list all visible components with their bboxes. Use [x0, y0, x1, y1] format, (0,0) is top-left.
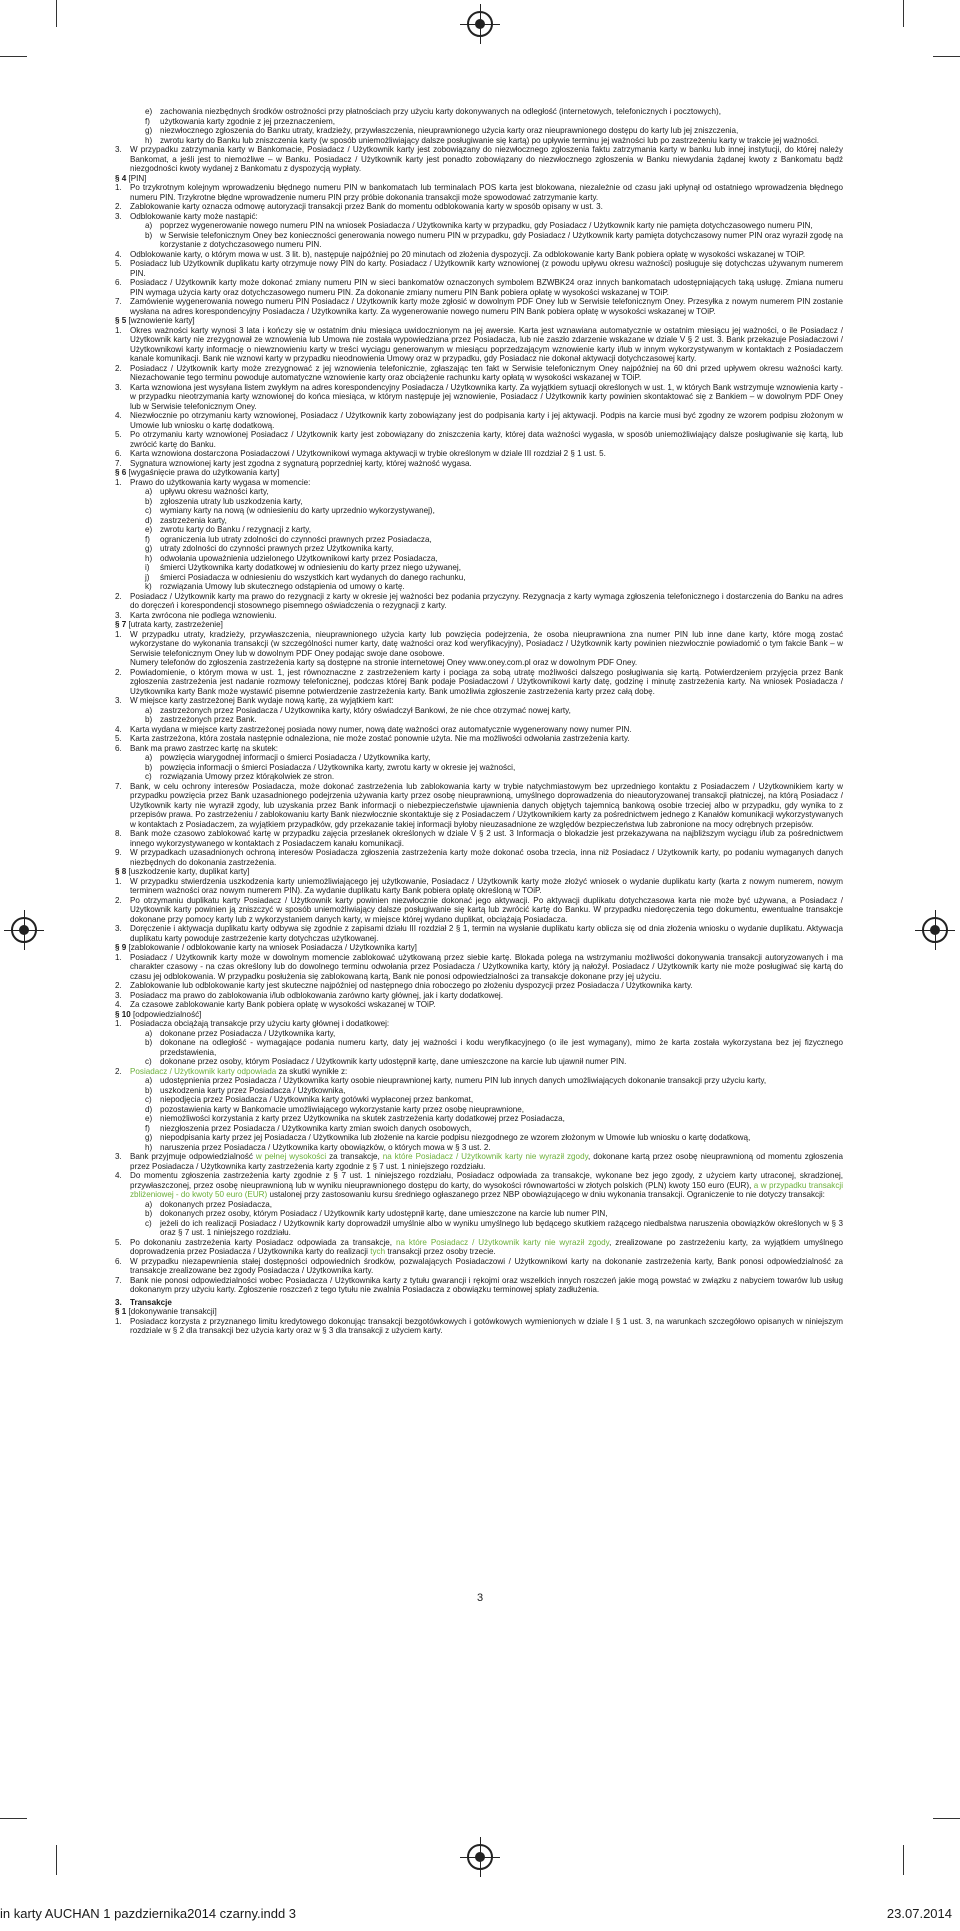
text-fragment: Bank przyjmuje odpowiedzialność	[130, 1152, 256, 1161]
paragraph-number: 3.	[115, 211, 122, 221]
list-item-text: dokonanych przez Posiadacza,	[160, 1199, 273, 1209]
trim-mark	[56, 1845, 57, 1875]
list-item-letter: a)	[145, 1028, 153, 1038]
indent-spacer	[115, 658, 130, 668]
list-item-letter: f)	[145, 534, 150, 544]
list-item	[115, 1057, 843, 1067]
list-item	[115, 221, 843, 231]
list-item	[115, 1086, 843, 1096]
paragraph-number: 7.	[115, 458, 122, 468]
registration-mark-icon	[11, 917, 37, 943]
registration-mark-icon	[467, 1844, 493, 1870]
trim-mark	[933, 1818, 960, 1819]
paragraph-text	[130, 1171, 843, 1200]
numbered-paragraph	[115, 449, 843, 459]
registration-mark-icon	[922, 917, 948, 943]
list-item-text: niezgłoszenia przez Posiadacza / Użytkownika karty zmian swoich danych osobowych,	[160, 1123, 472, 1133]
paragraph-number: 6.	[115, 1256, 122, 1266]
section-number: § 10	[115, 1009, 131, 1019]
section-number: § 8	[115, 867, 127, 876]
paragraph-text: Bank nie ponosi odpowiedzialności wobec Posiadacza / Użytkownika karty z tytułu gwarancji i rękojmi oraz wszelkich innych roszczeń jakie mogą powstać w związku z nabyciem towarów lub usług dokonanym przy użyciu karty. Zgłoszenie roszczeń z tego tytułu nie zwalnia Posiadacza z obowiązku terminowej spłaty zadłużenia.	[130, 1275, 843, 1294]
numbered-paragraph	[115, 981, 843, 991]
paragraph-text: Okres ważności karty wynosi 3 lata i kończy się w ostatnim dniu miesiąca uwidocznionym na jej awersie. Karta jest wznawiana automatycznie w ostatnim miesiącu jej ważności, o ile Posiadacz / Użytkownik karty nie zrezygnował ze wznowienia lub Umowa nie została wypowiedziana przez Posiadacza, lub nie zaszło zdarzenie wskazane w dziale V § 2 ust. 3. Bank przekazuje Posiadaczowi / Użytkownikowi karty informację o niewznowieniu karty w treści wyciągu generowanym w miesiącu poprzedzającym wznowienie karty i/lub w innym wykorzystywanym w kontaktach z Posiadaczem kanale komunikacji. Bank nie wznowi karty w przypadku nieodnowienia Umowy oraz w przypadku, gdy Posiadacz nie dokonał aktywacji dotychczasowej karty.	[130, 325, 843, 363]
list-item-text: zachowania niezbędnych środków ostrożności przy płatnościach przy użyciu karty dokonywanych na odległość (internetowych, telefonicznych i pocztowych),	[160, 107, 721, 116]
paragraph-number: 6.	[115, 278, 122, 287]
list-item	[115, 1105, 843, 1115]
list-item-text: naruszenia przez Posiadacza / Użytkownika karty obowiązków, o których mowa w § 3 ust. 2.	[160, 1142, 491, 1152]
numbered-paragraph	[115, 202, 843, 212]
numbered-paragraph	[115, 848, 843, 867]
list-item	[115, 1095, 843, 1105]
list-item-letter: c)	[145, 772, 152, 781]
paragraph-number: 1.	[115, 477, 122, 487]
list-item-text: śmierci Posiadacza w odniesieniu do wszystkich kart wydanych do danego rachunku,	[160, 572, 466, 582]
list-item	[115, 1029, 843, 1039]
list-item-letter: a)	[145, 1076, 153, 1085]
list-item-letter: b)	[145, 1085, 153, 1095]
paragraph-number: 2.	[115, 202, 122, 211]
registration-mark-icon	[467, 11, 493, 37]
list-item-letter: k)	[145, 582, 152, 591]
list-item-letter: c)	[145, 1095, 152, 1104]
paragraph-text: Doręczenie i aktywacja duplikatu karty odbywa się zgodnie z zapisami działu III rozdział 2 § 1, termin na wysłanie duplikatu karty oblicza się od dnia złożenia wniosku o wydanie duplikatu. Aktywacja duplikatu karty powoduje zastrzeżenie karty dotychczas użytkowanej.	[130, 924, 843, 943]
list-item-letter: b)	[145, 715, 153, 724]
paragraph-number: 5.	[115, 1237, 122, 1247]
numbered-paragraph	[115, 734, 843, 744]
section-title: [uszkodzenie karty, duplikat karty]	[128, 867, 250, 876]
section-title: [wygaśnięcie prawa do użytkowania karty]	[128, 468, 280, 477]
list-item	[115, 506, 843, 516]
paragraph-number: 5.	[115, 734, 122, 743]
highlighted-text: Posiadacz / Użytkownik karty odpowiada	[130, 1066, 277, 1076]
paragraph-text: Karta wznowiona dostarczona Posiadaczowi / Użytkownikowi wymaga aktywacji w trybie określonym w dziale III rozdział 2 § 1 ust. 5.	[130, 449, 606, 458]
paragraph-text	[130, 1238, 843, 1257]
text-fragment: Po dokonaniu zastrzeżenia karty Posiadacz odpowiada za transakcje,	[130, 1237, 396, 1247]
numbered-paragraph	[115, 630, 843, 659]
paragraph-text: Karta wydana w miejsce karty zastrzeżonej posiada nowy numer, nową datę ważności oraz automatycznie wygenerowany nowy numer PIN.	[130, 724, 632, 734]
paragraph-text: W przypadku utraty, kradzieży, przywłaszczenia, nieuprawnionego użycia karty lub powzięcia podejrzenia, że osoba nieuprawniona zna numer PIN lub inne dane karty, które mogą zostać wykorzystane do wykonania transakcji (w szczególności numer karty, datę ważności oraz kod weryfikacyjny), Posiadacz / Użytkownik karty powinien niezwłocznie powiadomić o tym fakcie Bank – w Serwisie telefonicznym Oney lub w dowolnym PDF Oney podając swoje dane osobowe.	[130, 629, 843, 658]
paragraph-text: Karta zwrócona nie podlega wznowieniu.	[130, 610, 277, 620]
numbered-paragraph	[115, 744, 843, 754]
trim-mark	[56, 0, 57, 27]
trim-mark	[0, 1818, 27, 1819]
paragraph-number: 4.	[115, 724, 122, 734]
list-item-text: zastrzeżonych przez Posiadacza / Użytkownika karty, który oświadczył Bankowi, że nie chce otrzymać nowej karty,	[160, 705, 571, 715]
paragraph-text: Bank może czasowo zablokować kartę w przypadku zajęcia przesłanek określonych w dziale V § 2 ust. 3 Informacja o blokadzie jest przekazywana na najbliższym wyciągu i/lub za pośrednictwem innego wykorzystywanego w kontaktach z Posiadaczem kanału komunikacji.	[130, 829, 843, 848]
paragraph-number: 3.	[115, 382, 122, 392]
list-item	[115, 706, 843, 716]
paragraph-number: 1.	[115, 183, 122, 192]
list-item-letter: a)	[145, 753, 153, 762]
section-heading	[115, 620, 843, 630]
list-item-letter: b)	[145, 1038, 153, 1047]
paragraph-text	[130, 1067, 843, 1077]
numbered-paragraph	[115, 183, 843, 202]
paragraph-number: 8.	[115, 829, 122, 838]
numbered-paragraph	[115, 430, 843, 449]
paragraph-number: 3.	[115, 990, 122, 1000]
section-title: [PIN]	[128, 173, 147, 183]
highlighted-text: na które Posiadacz / Użytkownik karty nie wyraził zgody	[395, 1237, 610, 1247]
numbered-paragraph	[115, 1257, 843, 1276]
chapter-heading	[115, 1298, 843, 1308]
chapter-number: 3.	[115, 1297, 122, 1307]
list-item-letter: d)	[145, 1104, 153, 1114]
section-number: § 7	[115, 620, 127, 629]
list-item	[115, 1038, 843, 1057]
paragraph-number: 1.	[115, 1316, 122, 1326]
list-item-text: zwrotu karty do Banku lub zniszczenia karty (w sposób uniemożliwiający dalsze posługiwanie się kartą) po upływie terminu jej ważności lub po zastrzeżeniu karty w trakcie jej ważności.	[160, 135, 820, 145]
section-number: § 5	[115, 316, 127, 325]
section-heading	[115, 1307, 843, 1317]
paragraph-number: 2.	[115, 1066, 122, 1076]
list-item	[115, 554, 843, 564]
paragraph-text: Posiadacz lub Użytkownik duplikatu karty otrzymuje nowy PIN do karty. Posiadacz / Użytkownik karty wznowionej (z powodu upływu okresu ważności) posługuje się dotychczas używanym numerem PIN.	[130, 259, 843, 278]
list-item-text: rozwiązania Umowy lub skutecznego odstąpienia od umowy o kartę.	[160, 582, 405, 591]
list-item-text: dokonane na odległość - wymagające podania numeru karty, daty jej ważności i kodu weryfikacyjnego (o ile jest wymagany), mimo że karta została wykorzystana bez jej fizycznego przedstawienia,	[160, 1038, 843, 1057]
numbered-paragraph	[115, 297, 843, 316]
paragraph-text: Bank ma prawo zastrzec kartę na skutek:	[130, 743, 278, 753]
section-heading	[115, 943, 843, 953]
numbered-paragraph	[115, 1238, 843, 1257]
paragraph-text: Niezwłocznie po otrzymaniu karty wznowionej, Posiadacz / Użytkownik karty zobowiązany jest do podpisania karty i jej aktywacji. Podpis na karcie musi być zgodny ze wzorem podpisu złożonym w Umowie lub wniosku o kartę dodatkową.	[130, 411, 843, 430]
list-item-text: w Serwisie telefonicznym Oney bez konieczności generowania nowego numeru PIN w przypadku, gdy Posiadacz / Użytkownik karty pamięta dotychczasowy numer PIN oraz wyraził zgodę na korzystanie z dotychczasowego numeru PIN.	[160, 230, 843, 249]
list-item-text: niezwłocznego zgłoszenia do Banku utraty, kradzieży, przywłaszczenia, nieuprawnionego użycia karty oraz nieuprawnionego dostępu do karty lub jej zniszczenia,	[160, 126, 739, 135]
numbered-paragraph	[115, 953, 843, 982]
paragraph-number: 3.	[115, 145, 122, 154]
paragraph-text: Za czasowe zablokowanie karty Bank pobiera opłatę w wysokości wskazanej w TOiP.	[130, 1000, 436, 1009]
list-item-letter: h)	[145, 553, 153, 563]
list-item	[115, 1143, 843, 1153]
numbered-paragraph	[115, 991, 843, 1001]
list-item-letter: a)	[145, 221, 153, 230]
list-item-text: poprzez wygenerowanie nowego numeru PIN na wniosek Posiadacza / Użytkownika karty w przypadku, gdy Posiadacz / Użytkownik karty nie pamięta dotychczasowego numeru PIN,	[160, 221, 813, 230]
paragraph-number: 3.	[115, 1152, 122, 1161]
list-item-text: użytkowania karty zgodnie z jej przeznaczeniem,	[160, 116, 335, 126]
list-item	[115, 1076, 843, 1086]
list-item-letter: d)	[145, 515, 153, 525]
list-item	[115, 1209, 843, 1219]
list-item	[115, 563, 843, 573]
paragraph-text: W przypadku zatrzymania karty w Bankomacie, Posiadacz / Użytkownik karty jest zobowiązany do niezwłocznego zgłoszenia faktu zatrzymania karty w banku lub innej instytucji, do której należy Bankomat, a jeśli jest to niemożliwe – w Banku. Posiadacz / Użytkownik karty jest ponadto zobowiązany do niezwłocznego zgłoszenia w Banku niewydania żądanej kwoty z Bankomatu bądź niezgodności kwoty wydanej z Bankomatu z dyspozycją wypłaty.	[130, 145, 843, 173]
paragraph-number: 1.	[115, 325, 122, 335]
numbered-paragraph	[115, 478, 843, 488]
list-item-text: zastrzeżonych przez Bank.	[160, 715, 257, 724]
list-item-letter: c)	[145, 1218, 152, 1228]
chapter-title: Transakcje	[130, 1297, 172, 1307]
list-item-text: powzięcia wiarygodnej informacji o śmierci Posiadacza / Użytkownika karty,	[160, 753, 431, 762]
list-item-text: dokonane przez Posiadacza / Użytkownika karty,	[160, 1028, 336, 1038]
text-fragment: za transakcje,	[326, 1152, 383, 1161]
section-heading	[115, 1010, 843, 1020]
list-item-letter: e)	[145, 107, 153, 116]
paragraph-text: Odblokowanie karty może nastąpić:	[130, 211, 258, 221]
paragraph-text: Posiadacz / Użytkownik karty może w dowolnym momencie zablokować użytkowaną przez siebie kartę. Blokada polega na wstrzymaniu możliwości dokonywania transakcji autoryzowanych i ma charakter czasowy - na czas określony lub do dowolnego terminu odwołania przez Posiadacza / Użytkownika karty, który ją nałożył. Posiadacz / Użytkownik karty nie może posługiwać się kartą do czasu jej odblokowania. W przypadku posłużenia się zablokowaną kartą, Bank nie ponosi odpowiedzialności za transakcje dokonane przy jej użyciu.	[130, 952, 843, 981]
section-title: [utrata karty, zastrzeżenie]	[128, 620, 223, 629]
numbered-paragraph	[115, 326, 843, 364]
paragraph-number: 2.	[115, 363, 122, 373]
numbered-paragraph	[115, 782, 843, 830]
list-item	[115, 1114, 843, 1124]
paragraph-number: 1.	[115, 876, 122, 886]
list-item-letter: b)	[145, 230, 153, 240]
section-number: § 4	[115, 173, 127, 183]
section-title: [wznowienie karty]	[128, 316, 195, 325]
list-item-letter: f)	[145, 116, 150, 126]
paragraph-text: Karta wznowiona jest wysyłana listem zwykłym na adres korespondencyjny Posiadacza / Użytkownika karty. Za wyjątkiem sytuacji określonych w ust. 1, w których Bank wstrzymuje wznowienia karty - w przypadku nieotrzymania karty wznowionej do końca miesiąca, w którym następuje jej wznowienie, Posiadacz / Użytkownik karty powinien skontaktować się z Bankiem – w dowolnym PDF Oney lub w Serwisie telefonicznym Oney.	[130, 382, 843, 411]
list-item-letter: c)	[145, 506, 152, 515]
paragraph-number: 5.	[115, 430, 122, 439]
paragraph-number: 3.	[115, 924, 122, 933]
list-item-letter: e)	[145, 525, 153, 534]
list-item-text: jeżeli do ich realizacji Posiadacz / Użytkownik karty doprowadził umyślnie albo w wyniku umyślnego lub będącego skutkiem rażącego niedbalstwa naruszenia obowiązków określonych w § 3 oraz § 7 ust. 1 niniejszego rozdziału.	[160, 1218, 843, 1237]
paragraph-text: Posiadacz korzysta z przyznanego limitu kredytowego dokonując transakcji bezgotówkowych i gotówkowych wymienionych w dziale I § 1 ust. 3, na warunkach szczegółowo opisanych w niniejszym rozdziale w § 2 dla transakcji bez użycia karty oraz w § 3 dla transakcji z użyciem karty.	[130, 1316, 843, 1335]
list-item-text: ograniczenia lub utraty zdolności do czynności prawnych przez Posiadacza,	[160, 534, 432, 544]
paragraph-text: Posiadacza obciążają transakcje przy użyciu karty głównej i dodatkowej:	[130, 1019, 390, 1028]
list-item	[115, 715, 843, 725]
list-item-text: utraty zdolności do czynności prawnych przez Użytkownika karty,	[160, 544, 394, 553]
list-item	[115, 753, 843, 763]
paragraph-number: 7.	[115, 781, 122, 791]
page-number: 3	[476, 1592, 484, 1604]
section-heading	[115, 316, 843, 326]
paragraph-text: Posiadacz ma prawo do zablokowania i/lub odblokowania zarówno karty głównej, jak i karty dodatkowej.	[130, 990, 503, 1000]
paragraph-number: 7.	[115, 1275, 122, 1285]
list-item	[115, 763, 843, 773]
paragraph-number: 5.	[115, 259, 122, 268]
paragraph-number: 7.	[115, 297, 122, 306]
list-item	[115, 497, 843, 507]
list-item-text: niepodpisania karty przez jej Posiadacza / Użytkownika lub złożenie na karcie podpisu niezgodnego ze wzorem złożonym w Umowie lub wniosku o kartę dodatkową,	[160, 1133, 751, 1142]
paragraph-number: 4.	[115, 411, 122, 420]
paragraph-text: Zamówienie wygenerowania nowego numeru PIN Posiadacz / Użytkownik karty może zgłosić w dowolnym PDF Oney lub w Serwisie telefonicznym Oney. Przesyłka z nowym numerem PIN zostanie wysłana na adres korespondencyjny Posiadacza / Użytkownika karty. Za wygenerowanie nowego numeru PIN Bank pobiera opłatę w wysokości wskazanej w TOiP.	[130, 297, 843, 316]
list-item	[115, 772, 843, 782]
paragraph-text	[130, 1152, 843, 1171]
paragraph-text: W przypadkach uzasadnionych ochroną interesów Posiadacza zgłoszenia zastrzeżenia karty może dokonać osoba trzecia, inna niż Posiadacz / Użytkownik karty, po podaniu wymaganych danych niezbędnych do dokonania zastrzeżenia.	[130, 848, 843, 867]
list-item	[115, 117, 843, 127]
text-fragment: za skutki wynikłe z:	[276, 1066, 348, 1076]
paragraph-text: Posiadacz / Użytkownik karty może zrezygnować z jej wznowienia telefonicznie, zgłaszając ten fakt w Serwisie telefonicznym Oney najpóźniej na 60 dni przed upływem okresu ważności karty. Niezachowanie tego terminu powoduje automatyczne wznowienie karty oraz obciążenie rachunku karty opłatą w wysokości wskazanej w TOiP.	[130, 363, 843, 382]
list-item-letter: a)	[145, 487, 153, 496]
trim-mark	[0, 56, 27, 57]
numbered-paragraph	[115, 896, 843, 925]
list-item-letter: e)	[145, 1114, 153, 1123]
list-item-text: wymiany karty na nową (w odniesieniu do karty uprzednio wykorzystywanej),	[160, 506, 435, 515]
paragraph-continuation	[115, 658, 843, 668]
print-slug-filename: in karty AUCHAN 1 pazdziernika2014 czarny.indd 3	[0, 1906, 297, 1921]
paragraph-text: Numery telefonów do zgłoszenia zastrzeżenia karty są dostępne na stronie internetowej Oney www.oney.com.pl oraz w dowolnym PDF Oney.	[130, 658, 638, 667]
numbered-paragraph	[115, 383, 843, 412]
paragraph-text: Po trzykrotnym kolejnym wprowadzeniu błędnego numeru PIN w bankomatach lub terminalach POS karta jest blokowana, niezależnie od czasu jaki upłynął od ostatniego wprowadzenia błędnego numeru PIN. Trzykrotne błędne wprowadzenie numeru PIN przy próbie dokonania transakcji może spowodować zatrzymanie karty.	[130, 183, 843, 202]
section-title: [odpowiedzialność]	[133, 1009, 202, 1019]
numbered-paragraph	[115, 250, 843, 260]
list-item-text: zastrzeżenia karty,	[160, 515, 227, 525]
list-item	[115, 107, 843, 117]
paragraph-text: Karta zastrzeżona, która została następnie odnaleziona, nie może zostać ponownie użyta. Nie ma możliwości odwołania zastrzeżenia karty.	[130, 734, 630, 743]
list-item-text: upływu okresu ważności karty,	[160, 487, 269, 496]
numbered-paragraph	[115, 877, 843, 896]
section-heading	[115, 174, 843, 184]
numbered-paragraph	[115, 1276, 843, 1295]
list-item-text: dokonane przez osoby, którym Posiadacz / Użytkownik karty udostępnił kartę, dane umieszczone na karcie lub ujawnił numer PIN.	[160, 1057, 627, 1066]
paragraph-text: Zablokowanie karty oznacza odmowę autoryzacji transakcji przez Bank do momentu odblokowania karty w sposób opisany w ust. 3.	[130, 202, 603, 211]
list-item-text: zwrotu karty do Banku / rezygnacji z karty,	[160, 525, 311, 534]
section-heading	[115, 867, 843, 877]
paragraph-text: Sygnatura wznowionej karty jest zgodna z sygnaturą poprzedniej karty, której ważność wygasa.	[130, 458, 472, 468]
section-number: § 1	[115, 1307, 127, 1316]
text-fragment: , dokonane kartą przez osobę nieuprawnioną od momentu zgłoszenia przez Posiadacza / Użytkownika karty zastrzeżenia karty zgodnie z § 7 ust. 1 niniejszego rozdziału.	[130, 1152, 844, 1171]
paragraph-text: Posiadacz / Użytkownik karty ma prawo do rezygnacji z karty w okresie jej ważności bez podania przyczyny. Rezygnacja z karty wymaga zgłoszenia telefonicznego i dostarczenia do Banku na adres do doręczeń i korespondencji stosownego pisemnego oświadczenia o rezygnacji z karty.	[130, 591, 843, 610]
highlighted-text: na które Posiadacz / Użytkownik karty nie wyraził zgody	[382, 1152, 589, 1161]
list-item	[115, 535, 843, 545]
list-item-text: niepodjęcia przez Posiadacza / Użytkownika karty gotówki wypłaconej przez bankomat,	[160, 1095, 474, 1104]
text-fragment: transakcji przez osoby trzecie.	[385, 1247, 496, 1256]
text-fragment: ustalonej przy zastosowaniu kursu średniego ogłaszanego przez NBP obowiązującego w dniu wykonania transakcji. Ograniczenie to nie dotyczy transakcji:	[267, 1190, 825, 1199]
text-fragment: Do momentu zgłoszenia zastrzeżenia karty zgodnie z § 7 ust. 1 niniejszego rozdziału, Posiadacz odpowiada za transakcje, wykonane bez jego zgody, z użyciem karty utraconej, skradzionej, przywłaszczonej, przez osobę nieuprawnioną lub w wyniku nieuprawnionego dostępu do karty, do wysokości równowartości w złotych polskich (PLN) kwoty 150 euro (EUR),	[130, 1171, 843, 1190]
list-item	[115, 544, 843, 554]
numbered-paragraph	[115, 1317, 843, 1336]
paragraph-number: 9.	[115, 848, 122, 857]
paragraph-text: Po otrzymaniu karty wznowionej Posiadacz / Użytkownik karty jest zobowiązany do zniszczenia karty, której data ważności wygasła, w sposób uniemożliwiający dalsze posługiwanie się kartą, lub zwrócić kartę do Banku.	[130, 430, 843, 449]
numbered-paragraph	[115, 1019, 843, 1029]
paragraph-text: Prawo do użytkowania karty wygasa w momencie:	[130, 477, 311, 487]
paragraph-number: 2.	[115, 895, 122, 905]
list-item-letter: f)	[145, 1123, 150, 1133]
paragraph-number: 4.	[115, 1000, 122, 1009]
numbered-paragraph	[115, 259, 843, 278]
section-title: [dokonywanie transakcji]	[128, 1307, 217, 1316]
highlighted-text: w pełnej wysokości	[255, 1152, 327, 1161]
list-item-text: udostępnienia przez Posiadacza / Użytkownika karty osobie nieuprawnionej karty, numeru PIN lub innych danych umożliwiających dokonanie transakcji przy użyciu karty,	[160, 1076, 767, 1085]
list-item-letter: a)	[145, 705, 153, 715]
paragraph-text: Po otrzymaniu duplikatu karty Posiadacz / Użytkownik karty powinien niezwłocznie dokonać jego aktywacji. Po aktywacji duplikatu dotychczasowa karta nie może być używana, a Posiadacz / Użytkownik karty powinien ją zniszczyć w sposób uniemożliwiający dalsze posługiwanie się kartą lub zwrócić kartę do Banku. W przypadku niedoręczenia tego dokumentu, ewentualne transakcje dokonane przy pomocy karty lub z wykorzystaniem danych karty, w miejsce której wydano duplikat, obciążają Posiadacza.	[130, 895, 843, 924]
list-item-letter: h)	[145, 135, 153, 145]
document-body	[115, 107, 843, 1336]
list-item-text: niemożliwości korzystania z karty przez Użytkownika na skutek zastrzeżenia karty dodatkowej przez Posiadacza,	[160, 1114, 565, 1123]
list-item-text: rozwiązania Umowy przez którąkolwiek ze stron.	[160, 772, 335, 781]
paragraph-number: 1.	[115, 1019, 122, 1028]
print-slug-date: 23.07.2014	[886, 1906, 952, 1921]
numbered-paragraph	[115, 611, 843, 621]
paragraph-number: 4.	[115, 1171, 122, 1180]
list-item	[115, 1133, 843, 1143]
paragraph-text: Odblokowanie karty, o którym mowa w ust. 3 lit. b), następuje najpóźniej po 20 minutach od złożenia dyspozycji. Za odblokowanie karty Bank pobiera opłatę w wysokości wskazanej w TOiP.	[130, 249, 806, 259]
list-item-text: powzięcia informacji o śmierci Posiadacza / Użytkownika karty, zwrotu karty w okresie jej ważności,	[160, 762, 516, 772]
highlighted-text: tych	[370, 1247, 386, 1256]
list-item-letter: b)	[145, 762, 153, 772]
paragraph-number: 4.	[115, 249, 122, 259]
list-item	[115, 231, 843, 250]
list-item	[115, 487, 843, 497]
paragraph-number: 1.	[115, 629, 122, 639]
list-item	[115, 136, 843, 146]
list-item	[115, 1219, 843, 1238]
trim-mark	[933, 56, 960, 57]
trim-mark	[903, 1845, 904, 1875]
section-number: § 9	[115, 943, 127, 952]
list-item-letter: b)	[145, 1209, 153, 1218]
numbered-paragraph	[115, 1171, 843, 1200]
numbered-paragraph	[115, 459, 843, 469]
paragraph-number: 2.	[115, 591, 122, 601]
paragraph-number: 6.	[115, 449, 122, 458]
numbered-paragraph	[115, 696, 843, 706]
numbered-paragraph	[115, 1152, 843, 1171]
paragraph-number: 6.	[115, 743, 122, 753]
paragraph-text: Posiadacz / Użytkownik karty może dokonać zmiany numeru PIN w sieci bankomatów oznaczonych symbolem BZWBK24 oraz innych bankomatach udostępniających taką usługę. Zmiana numeru PIN wymaga użycia karty oraz dotychczasowego numeru PIN. Za dokonanie zmiany numeru PIN Bank pobiera opłatę w wysokości wskazanej w TOiP.	[130, 278, 843, 297]
numbered-paragraph	[115, 411, 843, 430]
highlighted-text: a w przypadku transakcji zbliżeniowej - do kwoty 50 euro (EUR)	[130, 1180, 843, 1199]
paragraph-text: W przypadku stwierdzenia uszkodzenia karty uniemożliwiającego jej użytkowanie, Posiadacz / Użytkownik karty może złożyć wniosek o wydanie duplikatu karty (karta z nowym numerem, nowym terminem ważności oraz nowym numerem PIN). Za wydanie duplikatu karty Bank pobiera opłatę określoną w TOiP.	[130, 876, 843, 895]
numbered-paragraph	[115, 212, 843, 222]
paragraph-text: Powiadomienie, o którym mowa w ust. 1, jest równoznaczne z zastrzeżeniem karty i pociąga za sobą utratę możliwości dalszego posługiwania się kartą. Potwierdzeniem przyjęcia przez Bank zgłoszenia zastrzeżenia jest nadanie rozmowy telefonicznej, podczas której Bank podaje Posiadaczowi / Użytkownikowi karty datę, godzinę i minutę zastrzeżenia karty. Na wniosek Posiadacza / Użytkownika karty Bank może wystawić pisemne potwierdzenie zastrzeżenia karty. Bank umożliwia zgłoszenie zastrzeżenia karty przez całą dobę.	[130, 667, 843, 696]
list-item	[115, 573, 843, 583]
paragraph-text: W miejsce karty zastrzeżonej Bank wydaje nową kartę, za wyjątkiem kart:	[130, 696, 394, 705]
section-title: [zablokowanie / odblokowanie karty na wniosek Posiadacza / Użytkownika karty]	[128, 943, 417, 952]
trim-mark	[903, 0, 904, 27]
list-item-letter: b)	[145, 496, 153, 506]
numbered-paragraph	[115, 725, 843, 735]
list-item-letter: g)	[145, 126, 153, 135]
list-item	[115, 525, 843, 535]
numbered-paragraph	[115, 278, 843, 297]
numbered-paragraph	[115, 829, 843, 848]
list-item-text: pozostawienia karty w Bankomacie umożliwiającego wykorzystanie karty przez osobę nieuprawnione,	[160, 1104, 524, 1114]
list-item-text: uszkodzenia karty przez Posiadacza / Użytkownika,	[160, 1085, 346, 1095]
numbered-paragraph	[115, 364, 843, 383]
section-heading	[115, 468, 843, 478]
paragraph-number: 3.	[115, 610, 122, 620]
list-item-text: zgłoszenia utraty lub uszkodzenia karty,	[160, 496, 303, 506]
numbered-paragraph	[115, 924, 843, 943]
paragraph-text: Bank, w celu ochrony interesów Posiadacza, może dokonać zastrzeżenia lub zablokowania karty w trybie natychmiastowym bez uprzedniego kontaktu z Posiadaczem / Użytkownikiem karty w przypadku powzięcia przez Bank uzasadnionego podejrzenia używania karty przez osobę nieuprawnioną, umyślnego doprowadzenia do nieautoryzowanej transakcji płatniczej, na którą Posiadacz / Użytkownik karty nie wyraził zgody, lub uzyskania przez Bank informacji o niebezpieczeństwie ujawnienia danych objętych tajemnicą bankową osobie trzeciej albo w przypadku, gdy wynika to z przepisów prawa. Po zastrzeżeniu / zablokowaniu karty Bank niezwłocznie skontaktuje się z Posiadaczem / Użytkownikiem karty za pośrednictwem jednego z Kanałów komunikacji wykorzystywanych w kontaktach z Posiadaczem, za wyjątkiem przypadków, gdy przekazanie takiej informacji byłoby nieuzasadnione ze względów bezpieczeństwa lub zabronione na mocy odrębnych przepisów.	[130, 781, 843, 829]
list-item-letter: i)	[145, 563, 150, 572]
list-item	[115, 516, 843, 526]
list-item-letter: c)	[145, 1057, 152, 1066]
section-number: § 6	[115, 468, 127, 477]
list-item-letter: a)	[145, 1199, 153, 1209]
list-item-letter: j)	[145, 572, 150, 582]
list-item	[115, 1124, 843, 1134]
numbered-paragraph	[115, 1000, 843, 1010]
list-item-text: dokonanych przez osoby, którym Posiadacz / Użytkownik karty udostępnił kartę, dane umieszczone na karcie lub numer PIN,	[160, 1209, 608, 1218]
list-item	[115, 126, 843, 136]
list-item-letter: g)	[145, 544, 153, 553]
list-item	[115, 582, 843, 592]
list-item-text: śmierci Użytkownika karty dodatkowej w odniesieniu do karty przez niego używanej,	[160, 563, 461, 572]
numbered-paragraph	[115, 1067, 843, 1077]
paragraph-number: 2.	[115, 981, 122, 990]
list-item-letter: g)	[145, 1133, 153, 1142]
list-item	[115, 1200, 843, 1210]
paragraph-text: W przypadku niezapewnienia stałej dostępności odpowiednich środków, pozwalających Posiadaczowi / Użytkownikowi karty na dokonanie zastrzeżenia karty, Bank ponosi odpowiedzialność za transakcje zrealizowane bez zgody Posiadacza / Użytkownika karty.	[130, 1256, 843, 1275]
paragraph-number: 3.	[115, 696, 122, 705]
paragraph-number: 1.	[115, 952, 122, 962]
list-item-text: odwołania upoważnienia udzielonego Użytkownikowi karty przez Posiadacza,	[160, 553, 438, 563]
paragraph-number: 2.	[115, 667, 122, 677]
paragraph-text: Zablokowanie lub odblokowanie karty jest skuteczne najpóźniej od następnego dnia roboczego po złożeniu dyspozycji przez Posiadacza / Użytkownika karty.	[130, 981, 693, 990]
numbered-paragraph	[115, 668, 843, 697]
numbered-paragraph	[115, 592, 843, 611]
text-fragment: , zrealizowane po zastrzeżeniu karty, za wyjątkiem umyślnego doprowadzenia przez Posiadacza / Użytkownika karty do realizacji	[130, 1237, 844, 1256]
numbered-paragraph	[115, 145, 843, 174]
list-item-letter: h)	[145, 1142, 153, 1152]
